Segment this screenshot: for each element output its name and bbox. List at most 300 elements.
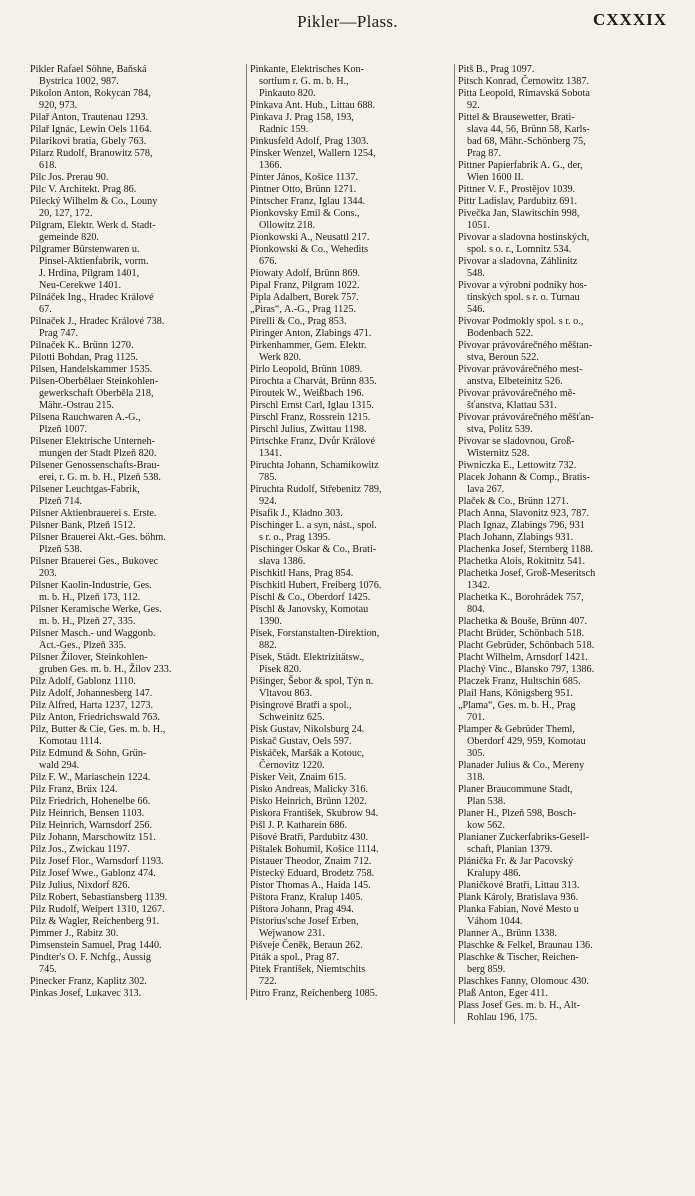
directory-entry: [250, 196, 450, 208]
directory-entry: [30, 64, 235, 88]
entry-continuation-line: slava 44, 56, Brünn 58, Karls-: [467, 124, 590, 135]
entry-line: Pivovar Podmokly spol. s r. o.,: [458, 316, 584, 327]
directory-entry: [30, 520, 235, 532]
directory-entry: [30, 880, 235, 892]
directory-entry: [30, 844, 235, 856]
directory-entry: [458, 592, 671, 616]
entry-continuation-line: Plzeň 538.: [39, 544, 83, 555]
entry-continuation-line: Váhom 1044.: [467, 916, 523, 927]
entry-line: Pittner V. F., Prostějov 1039.: [458, 184, 576, 195]
directory-entry: [458, 496, 671, 508]
entry-line: Pisek, Forstanstalten-Direktion,: [250, 628, 380, 639]
column-3: [454, 64, 671, 1024]
entry-line: Pilz Robert, Sebastiansberg 1139.: [30, 892, 168, 903]
entry-continuation-line: Rohlau 196, 175.: [467, 1012, 538, 1023]
directory-entry: [458, 256, 671, 280]
entry-line: Pišové Bratři, Pardubitz 430.: [250, 832, 368, 843]
directory-entry: [250, 232, 450, 244]
entry-line: Pilz Heinrich, Warnsdorf 256.: [30, 820, 153, 831]
directory-entry: [250, 808, 450, 820]
entry-continuation-line: Bystrica 1002, 987.: [39, 76, 119, 87]
entry-line: Pionkovsky Emil & Cons.,: [250, 208, 360, 219]
entry-line: Pisko Andreas, Malicky 316.: [250, 784, 368, 795]
directory-entry: [458, 784, 671, 808]
entry-line: „Plama“, Ges. m. b. H., Prag: [458, 700, 576, 711]
entry-line: Pilotti Bohdan, Prag 1125.: [30, 352, 139, 363]
entry-line: Pitta Leopold, Rimavská Sobota: [458, 88, 590, 99]
entry-line: Pimmer J., Rabitz 30.: [30, 928, 119, 939]
entry-line: Pistauer Theodor, Znaim 712.: [250, 856, 372, 867]
directory-entry: [250, 400, 450, 412]
entry-line: Pilsener Leuchtgas-Fabrik,: [30, 484, 140, 495]
directory-entry: [458, 196, 671, 208]
entry-line: Pilarikovi bratia, Gbely 763.: [30, 136, 147, 147]
entry-line: Planader Julius & Co., Mereny: [458, 760, 585, 771]
entry-line: Pilnáček Ing., Hradec Králové: [30, 292, 154, 303]
directory-entry: [250, 376, 450, 388]
entry-line: Pivovar právovárečného mě-: [458, 388, 576, 399]
entry-continuation-line: 1342.: [467, 580, 490, 591]
directory-entry: [458, 892, 671, 904]
entry-line: Pinkava Ant. Hub., Littau 688.: [250, 100, 376, 111]
entry-line: Pilecký Wilhelm & Co., Louny: [30, 196, 158, 207]
entry-line: Pikler Rafael Söhne, Baňská: [30, 64, 147, 75]
entry-line: Pistorius'sche Josef Erben,: [250, 916, 359, 927]
entry-continuation-line: 785.: [259, 472, 277, 483]
entry-line: Pilz Adolf, Johannesberg 147.: [30, 688, 153, 699]
directory-entry: [30, 580, 235, 604]
directory-entry: [250, 424, 450, 436]
directory-entry: [30, 436, 235, 460]
directory-entry: [30, 244, 235, 292]
entry-line: Pinkas Josef, Lukavec 313.: [30, 988, 142, 999]
directory-entry: [458, 832, 671, 856]
entry-line: Plaček & Co., Brünn 1271.: [458, 496, 569, 507]
entry-line: Placht Gebrüder, Schönbach 518.: [458, 640, 595, 651]
entry-continuation-line: Pinsel-Aktienfabrik, vorm.: [39, 256, 149, 267]
directory-entry: [458, 460, 671, 472]
entry-line: Plánička Fr. & Jar Pacovský: [458, 856, 574, 867]
directory-entry: [30, 352, 235, 364]
directory-entry: [30, 508, 235, 520]
directory-entry: [30, 832, 235, 844]
directory-entry: [250, 136, 450, 148]
entry-line: Pivečka Jan, Slawitschin 998,: [458, 208, 580, 219]
entry-line: Pisafik J., Kladno 303.: [250, 508, 343, 519]
entry-line: Pilc V. Architekt. Prag 86.: [30, 184, 137, 195]
directory-entry: [250, 436, 450, 460]
entry-line: Placek Johann & Comp., Bratis-: [458, 472, 590, 483]
entry-line: Piruchta Rudolf, Střebenitz 789,: [250, 484, 382, 495]
entry-line: Pišl J. P. Katharein 686.: [250, 820, 348, 831]
page-header: [0, 8, 695, 42]
directory-entry: [30, 688, 235, 700]
directory-entry: [458, 88, 671, 112]
directory-entry: [30, 652, 235, 676]
entry-line: Pilsener Genossenschafts-Brau-: [30, 460, 160, 471]
entry-line: Pilz Edmund & Sohn, Grün-: [30, 748, 147, 759]
directory-entry: [30, 484, 235, 508]
directory-entry: [30, 412, 235, 436]
directory-entry: [250, 544, 450, 568]
directory-entry: [458, 316, 671, 340]
directory-entry: [250, 388, 450, 400]
entry-line: Planianer Zuckerfabriks-Gesell-: [458, 832, 589, 843]
entry-line: Plach Ignaz, Zlabings 796, 931: [458, 520, 585, 531]
entry-line: Pilz Johann, Marschowitz 151.: [30, 832, 156, 843]
entry-line: Pilz, Butter & Cie, Ges. m. b. H.,: [30, 724, 166, 735]
entry-line: Pivovar a sladovna hostinských,: [458, 232, 590, 243]
entry-continuation-line: Černovitz 1220.: [259, 760, 325, 771]
entry-line: Pischkitl Hubert, Freiberg 1076.: [250, 580, 382, 591]
directory-entry: [250, 892, 450, 904]
entry-continuation-line: 804.: [467, 604, 485, 615]
entry-line: Pischinger Oskar & Co., Brati-: [250, 544, 377, 555]
entry-line: Pilz Adolf, Gablonz 1110.: [30, 676, 136, 687]
entry-line: Pilsner Masch.- und Waggonb.: [30, 628, 156, 639]
entry-line: Plaschke & Tischer, Reichen-: [458, 952, 579, 963]
directory-entry: [250, 100, 450, 112]
entry-line: Pivovar právovárečného měštan-: [458, 340, 593, 351]
entry-continuation-line: m. b. H., Plzeň 27, 335.: [39, 616, 136, 627]
entry-line: Pisk Gustav, Nikolsburg 24.: [250, 724, 365, 735]
entry-line: Pilz Rudolf, Weipert 1310, 1267.: [30, 904, 165, 915]
entry-line: Pilsner Brauerei Akt.-Ges. böhm.: [30, 532, 166, 543]
directory-entry: [458, 412, 671, 436]
entry-line: Pilz Jos., Zwickau 1197.: [30, 844, 130, 855]
entry-continuation-line: 20, 127, 172.: [39, 208, 93, 219]
directory-entry: [458, 388, 671, 412]
directory-entry: [30, 532, 235, 556]
entry-line: Pischl & Janovsky, Komotau: [250, 604, 369, 615]
entry-line: Pilsner Žilover, Steinkohlen-: [30, 652, 148, 663]
directory-entry: [458, 808, 671, 832]
entry-line: Pištora Johann, Prag 494.: [250, 904, 354, 915]
directory-entry: [458, 880, 671, 892]
directory-entry: [30, 196, 235, 220]
running-head: Pikler—Plass.: [297, 12, 398, 31]
entry-continuation-line: 305.: [467, 748, 485, 759]
entry-line: Plail Hans, Königsberg 951.: [458, 688, 573, 699]
entry-line: Plachetka K., Borohrádek 757,: [458, 592, 584, 603]
directory-entry: [250, 628, 450, 652]
entry-line: Piták a spol., Prag 87.: [250, 952, 340, 963]
entry-continuation-line: Mähr.-Ostrau 215.: [39, 400, 114, 411]
directory-entry: [250, 748, 450, 772]
entry-continuation-line: 618.: [39, 160, 57, 171]
entry-line: Pilz & Wagler, Reichenberg 91.: [30, 916, 160, 927]
directory-entry: [250, 244, 450, 268]
directory-entry: [30, 556, 235, 580]
directory-entry: [458, 1000, 671, 1024]
directory-entry: [250, 904, 450, 916]
entry-line: Pivovar a výrobní podniky hos-: [458, 280, 588, 291]
entry-line: Pišveje Čeněk, Beraun 262.: [250, 940, 363, 951]
entry-line: Plachenka Josef, Sternberg 1188.: [458, 544, 593, 555]
directory-entry: [30, 184, 235, 196]
directory-entry: [30, 976, 235, 988]
directory-entry: [250, 304, 450, 316]
directory-entry: [30, 376, 235, 412]
entry-line: Piroutek W., Weißbach 196.: [250, 388, 364, 399]
entry-line: Plach Anna, Slavonitz 923, 787.: [458, 508, 590, 519]
directory-entry: [30, 628, 235, 652]
entry-line: Piskora František, Skubrow 94.: [250, 808, 379, 819]
entry-continuation-line: šťanstva, Klattau 531.: [467, 400, 557, 411]
directory-entry: [30, 124, 235, 136]
entry-line: Plass Josef Ges. m. b. H., Alt-: [458, 1000, 580, 1011]
entry-line: Pinkava J. Prag 158, 193,: [250, 112, 354, 123]
directory-entry: [458, 664, 671, 676]
entry-line: Pilsner Kaolin-Industrie, Ges.: [30, 580, 152, 591]
entry-line: Plachetka Josef, Groß-Meseritsch: [458, 568, 596, 579]
directory-entry: [458, 640, 671, 652]
entry-line: Pipla Adalbert, Borek 757.: [250, 292, 359, 303]
directory-entry: [250, 952, 450, 964]
entry-line: Pilz Josef Wwe., Gablonz 474.: [30, 868, 156, 879]
entry-continuation-line: 920, 973.: [39, 100, 78, 111]
directory-entry: [250, 832, 450, 844]
entry-continuation-line: Wejwanow 231.: [259, 928, 325, 939]
entry-continuation-line: 1366.: [259, 160, 282, 171]
entry-continuation-line: Vltavou 863.: [259, 688, 313, 699]
entry-continuation-line: m. b. H., Plzeň 173, 112.: [39, 592, 141, 603]
directory-entry: [250, 940, 450, 952]
entry-line: Pilarz Rudolf, Branowitz 578,: [30, 148, 153, 159]
entry-continuation-line: stva, Beroun 522.: [467, 352, 539, 363]
directory-entry: [30, 340, 235, 352]
entry-line: Piwniczka E., Lettowitz 732.: [458, 460, 577, 471]
directory-entry: [250, 340, 450, 364]
entry-line: Planka Fabian, Nové Mesto u: [458, 904, 579, 915]
directory-entry: [250, 484, 450, 508]
entry-line: Pisko Heinrich, Brünn 1202.: [250, 796, 367, 807]
entry-line: Pilc Jos. Prerau 90.: [30, 172, 109, 183]
directory-entry: [250, 172, 450, 184]
directory-entry: [30, 88, 235, 112]
entry-line: Pilsner Bank, Plzeň 1512.: [30, 520, 136, 531]
entry-line: Pirlo Leopold, Brünn 1089.: [250, 364, 363, 375]
entry-continuation-line: 676.: [259, 256, 277, 267]
entry-line: Pištora Franz, Kralup 1405.: [250, 892, 363, 903]
entry-line: Planer H., Plzeň 598, Bosch-: [458, 808, 576, 819]
entry-line: Pitro Franz, Reichenberg 1085.: [250, 988, 378, 999]
directory-entry: [250, 868, 450, 880]
entry-continuation-line: Pisek 820.: [259, 664, 302, 675]
entry-continuation-line: 67.: [39, 304, 52, 315]
entry-continuation-line: Wisternitz 528.: [467, 448, 530, 459]
directory-entry: [30, 988, 235, 1000]
entry-line: Pionkowski & Co., Wehedits: [250, 244, 369, 255]
entry-line: Pilz F. W., Mariaschein 1224.: [30, 772, 151, 783]
directory-entry: [458, 112, 671, 160]
entry-continuation-line: s r. o., Prag 1395.: [259, 532, 331, 543]
entry-line: Placht Wilhelm, Arnsdorf 1421.: [458, 652, 588, 663]
entry-continuation-line: Oberdorf 429, 959, Komotau: [467, 736, 586, 747]
entry-line: Pischkitl Hans, Prag 854.: [250, 568, 354, 579]
entry-line: Pilz Josef Flor., Warnsdorf 1193.: [30, 856, 164, 867]
entry-continuation-line: 546.: [467, 304, 485, 315]
entry-line: Pionkowski A., Neusattl 217.: [250, 232, 370, 243]
directory-entry: [250, 916, 450, 940]
directory-entry: [250, 364, 450, 376]
entry-continuation-line: Ollowitz 218.: [259, 220, 316, 231]
directory-entry: [458, 700, 671, 724]
directory-entry: [458, 976, 671, 988]
entry-line: Plank Károly, Bratislava 936.: [458, 892, 579, 903]
directory-entry: [250, 736, 450, 748]
entry-line: Pilz Alfred, Harta 1237, 1273.: [30, 700, 154, 711]
directory-entry: [250, 280, 450, 292]
directory-entry: [250, 988, 450, 1000]
directory-entry: [458, 280, 671, 316]
entry-line: Pišinger, Šebor & spol, Týn n.: [250, 676, 374, 687]
directory-entry: [30, 808, 235, 820]
directory-entry: [250, 796, 450, 808]
entry-line: Pinecker Franz, Kaplitz 302.: [30, 976, 147, 987]
directory-entry: [458, 508, 671, 520]
column-1: [30, 64, 235, 1000]
directory-entry: [30, 772, 235, 784]
entry-line: Pipal Franz, Pilgram 1022.: [250, 280, 360, 291]
entry-line: Pisek, Städt. Elektrizitätsw.,: [250, 652, 365, 663]
entry-line: Pischinger L. a syn, nást., spol.: [250, 520, 377, 531]
entry-line: Pilsen-Oberbělaer Steinkohlen-: [30, 376, 159, 387]
entry-continuation-line: Werk 820.: [259, 352, 302, 363]
directory-entry: [250, 316, 450, 328]
directory-entry: [30, 316, 235, 340]
directory-entry: [458, 364, 671, 388]
entry-continuation-line: Kralupy 486.: [467, 868, 521, 879]
directory-entry: [30, 784, 235, 796]
directory-entry: [458, 184, 671, 196]
directory-entry: [250, 724, 450, 736]
directory-entry: [250, 592, 450, 604]
entry-line: Pivovar právovárečného měšťan-: [458, 412, 594, 423]
entry-line: Plamper & Gebrüder Theml,: [458, 724, 575, 735]
entry-line: Pivovar se sladovnou, Groß-: [458, 436, 575, 447]
entry-continuation-line: 1051.: [467, 220, 490, 231]
entry-line: Pilsen, Handelskammer 1535.: [30, 364, 153, 375]
directory-entry: [250, 208, 450, 232]
directory-entry: [458, 652, 671, 664]
entry-line: Plach Johann, Zlabings 931.: [458, 532, 574, 543]
entry-continuation-line: Prag 87.: [467, 148, 501, 159]
directory-entry: [250, 64, 450, 100]
entry-continuation-line: 701.: [467, 712, 485, 723]
entry-continuation-line: wald 294.: [39, 760, 80, 771]
entry-line: Pinkusfeld Adolf, Prag 1303.: [250, 136, 369, 147]
entry-continuation-line: Act.-Ges., Plzeň 335.: [39, 640, 127, 651]
entry-continuation-line: Radnic 159.: [259, 124, 309, 135]
entry-line: Pinkante, Elektrisches Kon-: [250, 64, 365, 75]
entry-line: Pirschl Ernst Carl, Iglau 1315.: [250, 400, 374, 411]
entry-line: Plachý Vinc., Blansko 797, 1386.: [458, 664, 595, 675]
entry-line: Piowaty Adolf, Brünn 869.: [250, 268, 361, 279]
directory-entry: [30, 952, 235, 976]
directory-entry: [250, 568, 450, 580]
directory-entry: [458, 952, 671, 976]
entry-continuation-line: slava 1386.: [259, 556, 306, 567]
entry-line: Pintner Otto, Brünn 1271.: [250, 184, 357, 195]
entry-continuation-line: 92.: [467, 100, 480, 111]
directory-entry: [250, 964, 450, 988]
directory-entry: [250, 856, 450, 868]
entry-continuation-line: 1390.: [259, 616, 282, 627]
directory-entry: [250, 520, 450, 544]
entry-continuation-line: 722.: [259, 976, 277, 987]
column-2: [246, 64, 450, 1000]
entry-line: Pilsener Elektrische Unterneh-: [30, 436, 156, 447]
directory-entry: [30, 928, 235, 940]
entry-continuation-line: sortium r. G. m. b. H.,: [259, 76, 349, 87]
entry-line: Plaschke & Felkel, Braunau 136.: [458, 940, 593, 951]
entry-continuation-line: 924.: [259, 496, 277, 507]
entry-line: Pittel & Brausewetter, Brati-: [458, 112, 575, 123]
entry-continuation-line: 318.: [467, 772, 485, 783]
entry-line: Planner A., Brünn 1338.: [458, 928, 558, 939]
directory-entry: [250, 844, 450, 856]
entry-line: Piskač Gustav, Oels 597.: [250, 736, 352, 747]
entry-line: Piringer Anton, Zlabings 471.: [250, 328, 372, 339]
entry-line: Pistecký Eduard, Brodetz 758.: [250, 868, 375, 879]
entry-line: Pirkenhammer, Gem. Elektr.: [250, 340, 367, 351]
entry-line: Pilsner Brauerei Ges., Bukovec: [30, 556, 159, 567]
directory-entry: [458, 856, 671, 880]
directory-entry: [250, 580, 450, 592]
entry-continuation-line: bad 68, Mähr.-Schönberg 75,: [467, 136, 586, 147]
entry-line: Pindter's O. F. Nchfg., Aussig: [30, 952, 152, 963]
entry-line: Pirtschke Franz, Dvůr Králové: [250, 436, 376, 447]
directory-entry: [250, 412, 450, 424]
directory-entry: [30, 868, 235, 880]
directory-entry: [458, 208, 671, 232]
directory-entry: [250, 184, 450, 196]
directory-entry: [458, 532, 671, 544]
entry-line: Pimsenstein Samuel, Prag 1440.: [30, 940, 162, 951]
directory-entry: [30, 220, 235, 244]
directory-entry: [250, 820, 450, 832]
entry-continuation-line: gewerkschaft Oberběla 218,: [39, 388, 154, 399]
entry-continuation-line: gemeinde 820.: [39, 232, 99, 243]
entry-line: Plaß Anton, Eger 411.: [458, 988, 548, 999]
directory-entry: [30, 940, 235, 952]
directory-entry: [30, 904, 235, 916]
entry-line: Pirelli & Co., Prag 853.: [250, 316, 347, 327]
entry-line: Pilgramer Bürstenwaren u.: [30, 244, 140, 255]
entry-continuation-line: erei, r. G. m. b. H., Plzeň 538.: [39, 472, 161, 483]
entry-line: Placht Brüder, Schönbach 518.: [458, 628, 585, 639]
entry-line: Piskáček, Maršák a Kotouc,: [250, 748, 365, 759]
entry-continuation-line: kow 562.: [467, 820, 505, 831]
directory-entry: [250, 652, 450, 676]
entry-line: Pitsch Konrad, Černowitz 1387.: [458, 76, 590, 87]
directory-entry: [30, 136, 235, 148]
directory-entry: [458, 988, 671, 1000]
entry-continuation-line: schaft, Planian 1379.: [467, 844, 553, 855]
directory-entry: [458, 160, 671, 184]
directory-entry: [30, 364, 235, 376]
entry-line: Pistor Thomas A., Haida 145.: [250, 880, 371, 891]
directory-entry: [458, 676, 671, 688]
directory-entry: [458, 544, 671, 556]
entry-line: Pilnaček K.. Brünn 1270.: [30, 340, 134, 351]
directory-entry: [250, 292, 450, 304]
directory-entry: [30, 796, 235, 808]
directory-entry: [30, 148, 235, 172]
entry-continuation-line: berg 859.: [467, 964, 506, 975]
directory-entry: [30, 916, 235, 928]
